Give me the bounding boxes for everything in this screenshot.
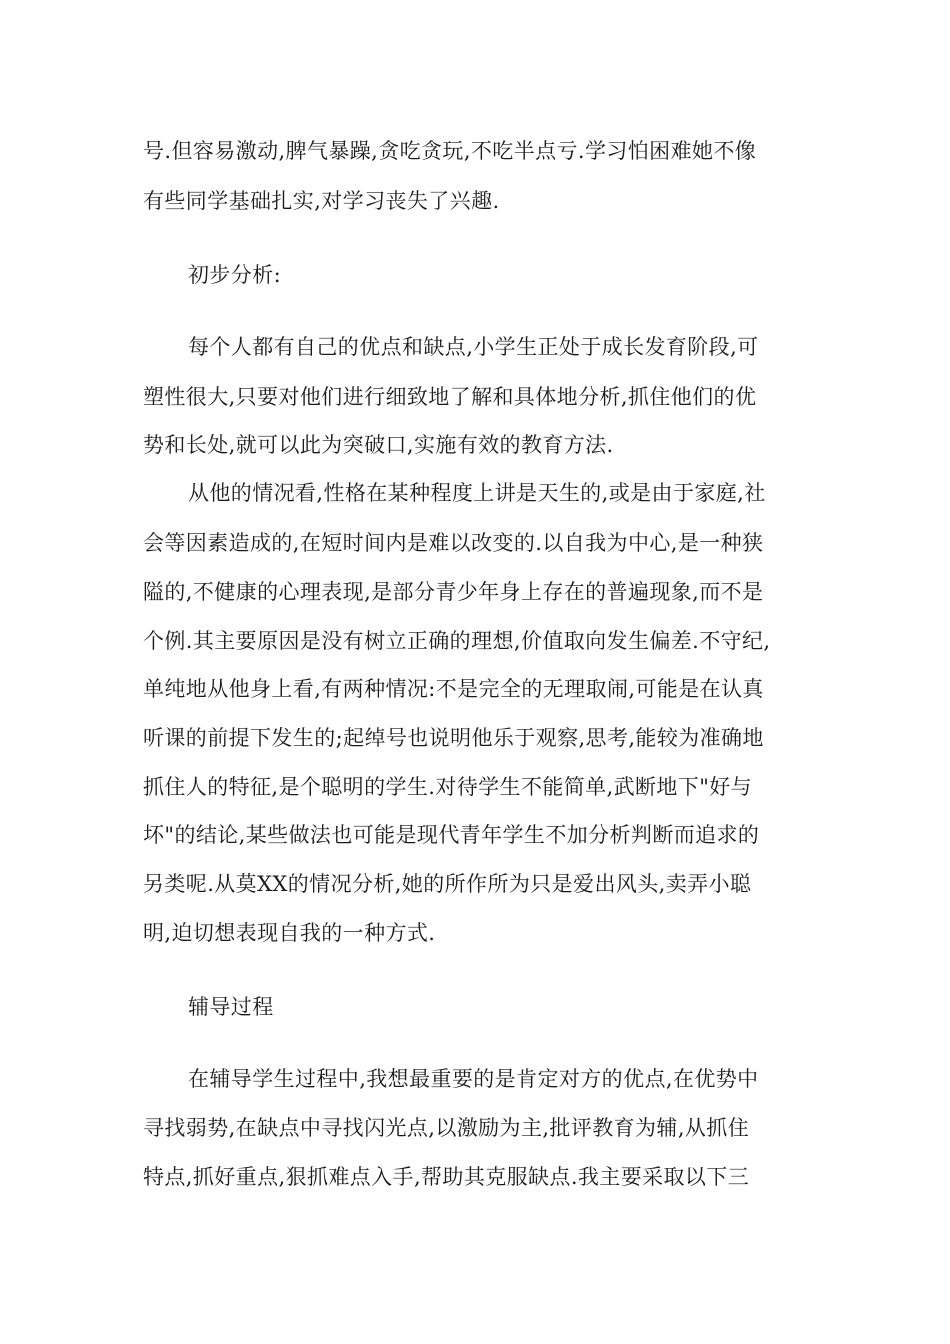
text-line: 势和长处,就可以此为突破口,实施有效的教育方法.: [143, 433, 614, 457]
text-line: 在辅导学生过程中,我想最重要的是肯定对方的优点,在优势中: [188, 1067, 759, 1091]
text-line: 抓住人的特征,是个聪明的学生.对待学生不能简单,武断地下"好与: [143, 775, 753, 799]
text-line: 特点,抓好重点,狠抓难点入手,帮助其克服缺点.我主要采取以下三: [143, 1165, 750, 1189]
text-line: 另类呢.从莫XX的情况分析,她的所作所为只是爱出风头,卖弄小聪: [143, 872, 752, 896]
section-heading: 初步分析:: [188, 263, 282, 287]
text-line: 塑性很大,只要对他们进行细致地了解和具体地分析,抓住他们的优: [143, 385, 757, 409]
text-line: 个例.其主要原因是没有树立正确的理想,价值取向发生偏差.不守纪,: [143, 629, 771, 653]
text-line: 每个人都有自己的优点和缺点,小学生正处于成长发育阶段,可: [188, 335, 759, 359]
text-line: 有些同学基础扎实,对学习丧失了兴趣.: [143, 189, 500, 213]
text-line: 单纯地从他身上看,有两种情况:不是完全的无理取闹,可能是在认真: [143, 677, 764, 701]
text-line: 明,迫切想表现自我的一种方式.: [143, 921, 436, 945]
section-heading: 辅导过程: [188, 995, 274, 1019]
text-line: 会等因素造成的,在短时间内是难以改变的.以自我为中心,是一种狭: [143, 531, 764, 555]
text-line: 听课的前提下发生的;起绰号也说明他乐于观察,思考,能较为准确地: [143, 726, 764, 750]
text-line: 号.但容易激动,脾气暴躁,贪吃贪玩,不吃半点亏.学习怕困难她不像: [143, 139, 757, 163]
text-line: 寻找弱势,在缺点中寻找闪光点,以激励为主,批评教育为辅,从抓住: [143, 1116, 750, 1140]
text-line: 隘的,不健康的心理表现,是部分青少年身上存在的普遍现象,而不是: [143, 580, 764, 604]
text-line: 从他的情况看,性格在某种程度上讲是天生的,或是由于家庭,社: [188, 481, 766, 505]
text-line: 坏"的结论,某些做法也可能是现代青年学生不加分析判断而追求的: [143, 823, 760, 847]
